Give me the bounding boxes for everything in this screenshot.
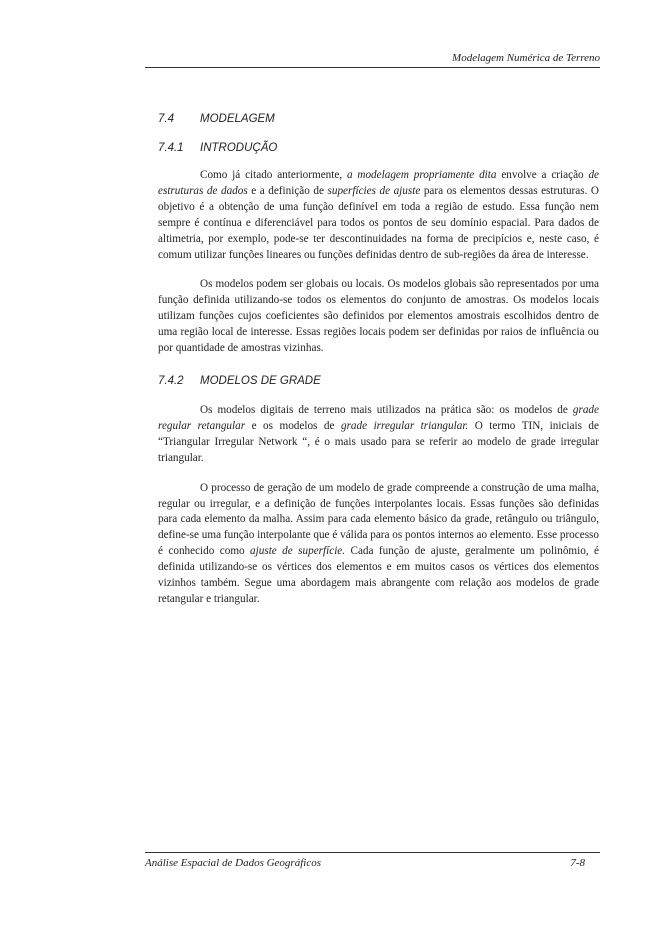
text-run: O processo de geração de um modelo de grade compreende a construção de uma malha, regular ou irregular, e a definição de funções interpolantes locais. Essas funções são definidas para cada elemento da malha. Assim para cada elemento básico da grade, retângulo ou triângulo, define-se uma função interpolante que é válida para os pontos internos ao elemento. Esse processo é conhecido como bbox=[158, 481, 599, 558]
running-footer: Análise Espacial de Dados Geográficos bbox=[145, 857, 321, 869]
section-title: INTRODUÇÃO bbox=[200, 142, 278, 154]
section-number: 7.4.1 bbox=[158, 142, 184, 154]
section-heading-7-4 bbox=[158, 111, 599, 127]
section-number: 7.4.2 bbox=[158, 374, 184, 387]
emphasis-text: a modelagem propriamente dita bbox=[346, 169, 497, 181]
text-run: Cada função de ajuste, geralmente um polinômio, é definida utilizando-se os vértices dos elementos e em muitos casos os vértices dos elementos vizinhos também. Segue uma abordagem mais abrangente com relação aos modelos de grade retangular e triangular. bbox=[158, 545, 600, 605]
text-run: O termo TIN, iniciais de “Triangular Irregular Network “, é o mais usado para se referir ao modelo de grade irregular triangular. bbox=[158, 419, 599, 464]
text-run: Os modelos podem ser globais ou locais. Os modelos globais são representados por uma função definida utilizando-se todos os elementos do conjunto de amostras. Os modelos locais utilizam funções cujos coeficientes são definidos por elementos amostrais escolhidos dentro de uma região local de interesse. Essas regiões locais podem ser definidas por raios de influência ou por quantidade de amostras vizinhas. bbox=[158, 278, 599, 355]
paragraph-grid-process bbox=[158, 481, 599, 608]
emphasis-text: grade regular retangular bbox=[158, 403, 599, 432]
paragraph-models bbox=[158, 277, 599, 357]
text-run: envolve a criação bbox=[496, 169, 589, 181]
paragraph-grid-models bbox=[158, 403, 599, 467]
text-run: e a definição de bbox=[247, 184, 328, 197]
running-header: Modelagem Numérica de Terreno bbox=[145, 52, 600, 68]
footer-rule bbox=[145, 852, 600, 853]
page-number: 7-8 bbox=[570, 857, 585, 869]
emphasis-text: de estruturas de dados bbox=[158, 169, 600, 197]
section-number: 7.4 bbox=[158, 113, 174, 125]
emphasis-text: grade irregular triangular. bbox=[340, 419, 469, 432]
text-run: para os elementos dessas estruturas. O objetivo é a obtenção de uma função definível em toda a região de estudo. Essa função nem sempre é contínua e diferenciável para todos os pontos de seu domínio espacial. Para dados de altimetria, por exemplo, pode-se ter descontinuidades na forma de precipícios e, neste caso, é comum utilizar funções lineares ou funções definidas dentro de sub-regiões da área de interesse. bbox=[158, 184, 599, 261]
paragraph-intro bbox=[158, 168, 599, 263]
text-run: e os modelos de bbox=[245, 419, 341, 432]
emphasis-text: superfícies de ajuste bbox=[327, 184, 421, 197]
section-title: MODELAGEM bbox=[200, 113, 275, 125]
section-heading-7-4-1 bbox=[158, 140, 599, 156]
section-heading-7-4-2 bbox=[158, 373, 599, 389]
page-content bbox=[158, 108, 599, 608]
text-run: Os modelos digitais de terreno mais utilizados na prática são: os modelos de bbox=[200, 403, 573, 416]
text-run: Como já citado anteriormente, bbox=[200, 169, 347, 181]
emphasis-text: ajuste de superfície. bbox=[250, 545, 346, 558]
section-title: MODELOS DE GRADE bbox=[200, 374, 321, 387]
